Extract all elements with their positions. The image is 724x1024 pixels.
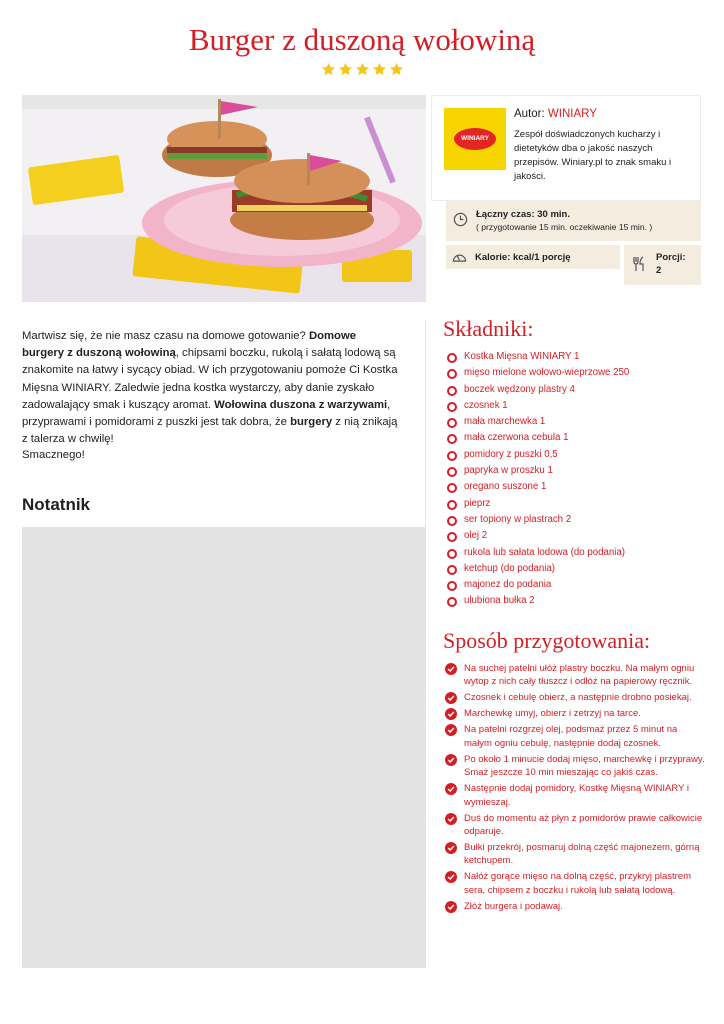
star-icon: [389, 62, 404, 77]
ingredient-text: majonez do podania: [464, 579, 552, 591]
ingredient-item: [447, 577, 629, 593]
ingredient-item: [447, 382, 629, 398]
step-text: Następnie dodaj pomidory, Kostkę Mięsną WINIARY i wymieszaj.: [464, 783, 689, 808]
step-text: Nałóż gorące mięso na dolną część, przykryj plastrem sera, chipsem z boczku i rukolą lub sałatą lodową.: [464, 871, 692, 896]
step-text: Czosnek i cebulę obierz, a następnie drobno posiekaj.: [464, 692, 692, 704]
bullet-icon: [447, 483, 457, 493]
ingredient-item: [447, 593, 629, 609]
ingredient-item: [447, 463, 629, 479]
method-step: [445, 723, 707, 750]
method-step: [445, 782, 707, 809]
recipe-photo: [22, 95, 426, 302]
ingredient-text: olej 2: [464, 530, 488, 542]
bullet-icon: [447, 516, 457, 526]
winiary-logo-text: WINIARY: [454, 128, 496, 150]
gauge-icon: [452, 250, 467, 263]
ingredient-text: mięso mielone wołowo-wieprzowe 250: [464, 367, 630, 379]
ingredients-title: Składniki:: [443, 316, 534, 341]
bullet-icon: [447, 418, 457, 428]
method-title: Sposób przygotowania:: [443, 628, 651, 653]
check-icon: [445, 754, 457, 766]
ingredient-text: oregano suszone 1: [464, 481, 547, 493]
recipe-description: Martwisz się, że nie masz czasu na domowe gotowanie? Domowe burgery z duszoną wołowiną, chipsami boczku, rukolą i sałatą lodową są znakomite na łatwy i sycący obiad. W ich przygotowaniu pomoże Ci Kostka Mięsna WINIARY. Zaledwie jedna kostka wystarczy, aby danie zyskało zadowalający smak i kuszący aromat. Wołowina duszona z warzywami, przyprawami i pomidorami z puszki jest tak dobra, że burgery z nią znikają z talerza w chwilę!: [22, 330, 398, 446]
ingredient-item: [447, 545, 629, 561]
star-icon: [321, 62, 336, 77]
check-icon: [445, 901, 457, 913]
ingredient-text: ser topiony w plastrach 2: [464, 513, 572, 525]
method-step: [445, 900, 707, 913]
step-text: Po około 1 minucie dodaj mięso, marchewkę i przyprawy. Smaż jeszcze 10 min mieszając co jakiś czas.: [464, 753, 705, 779]
method-step: [445, 691, 707, 704]
check-icon: [445, 842, 457, 854]
step-text: Na suchej patelni ułóż plastry boczku. Na małym ogniu wytop z nich cały tłuszcz i odłóż na papierowy ręcznik.: [464, 663, 695, 688]
ingredient-item: [447, 365, 629, 381]
star-icon: [372, 62, 387, 77]
author-name-link[interactable]: WINIARY: [547, 108, 597, 120]
winiary-logo: [444, 108, 506, 170]
servings-label: Porcji:: [656, 252, 686, 263]
check-icon: [445, 663, 457, 675]
ingredient-item: [447, 414, 629, 430]
step-text: Duś do momentu aż płyn z pomidorów prawie całkowicie odparuje.: [464, 812, 703, 838]
time-box: [446, 201, 701, 241]
ingredient-item: [447, 496, 629, 512]
bullet-icon: [447, 451, 457, 461]
ingredient-text: boczek wędzony plastry 4: [464, 383, 575, 395]
step-text: Bułki przekrój, posmaruj dolną część majonezem, górną ketchupem.: [464, 842, 700, 867]
method-step: [445, 753, 707, 780]
ingredient-item: [447, 561, 629, 577]
closing-text: Smacznego!: [22, 449, 85, 461]
ingredient-text: pomidory z puszki 0,5: [464, 448, 558, 460]
method-step: [445, 841, 707, 868]
check-icon: [445, 692, 457, 704]
bullet-icon: [447, 532, 457, 542]
ingredient-text: ulubiona bułka 2: [464, 595, 535, 607]
check-icon: [445, 724, 457, 736]
check-icon: [445, 783, 457, 795]
method-steps: [445, 662, 707, 916]
check-icon: [445, 871, 457, 883]
step-text: Na patelni rozgrzej olej, podsmaż przez 5 minut na małym ogniu cebulę, następnie dodaj czosnek.: [464, 724, 678, 749]
ingredient-item: [447, 447, 629, 463]
step-text: Marchewkę umyj, obierz i zetrzyj na tarce.: [464, 708, 641, 720]
calories-label: Kalorie: kcal/1 porcję: [475, 252, 571, 263]
method-step: [445, 812, 707, 839]
bullet-icon: [447, 369, 457, 379]
ingredient-item: [447, 349, 629, 365]
author-description: Zespół doświadczonych kucharzy i dietetyków dba o jakość naszych przepisów. Winiary.pl to znak smaku i jakości.: [514, 129, 672, 182]
bullet-icon: [447, 467, 457, 477]
check-icon: [445, 708, 457, 720]
bullet-icon: [447, 581, 457, 591]
bullet-icon: [447, 549, 457, 559]
rating-stars: [0, 62, 724, 82]
bullet-icon: [447, 386, 457, 396]
method-step: [445, 870, 707, 897]
ingredient-text: papryka w proszku 1: [464, 465, 553, 477]
method-step: [445, 707, 707, 720]
ingredient-text: mała czerwona cebula 1: [464, 432, 569, 444]
ingredient-text: rukola lub sałata lodowa (do podania): [464, 546, 626, 558]
ingredient-item: [447, 479, 629, 495]
servings-value: 2: [656, 265, 662, 276]
ingredient-item: [447, 528, 629, 544]
bullet-icon: [447, 565, 457, 575]
recipe-title: Burger z duszoną wołowiną: [188, 22, 536, 57]
step-text: Złóż burgera i podawaj.: [464, 900, 563, 912]
bullet-icon: [447, 402, 457, 412]
bullet-icon: [447, 500, 457, 510]
star-icon: [338, 62, 353, 77]
ingredient-text: mała marchewka 1: [464, 416, 546, 428]
author-line: [514, 108, 597, 120]
ingredient-text: pieprz: [464, 497, 491, 509]
bullet-icon: [447, 434, 457, 444]
method-step: [445, 662, 707, 689]
star-icon: [355, 62, 370, 77]
ingredients-list: [447, 349, 629, 610]
author-label: Autor:: [514, 108, 545, 120]
bullet-icon: [447, 353, 457, 363]
cutlery-icon: [633, 256, 645, 272]
bullet-icon: [447, 597, 457, 607]
ingredient-text: Kostka Mięsna WINIARY 1: [464, 351, 580, 362]
notes-title: Notatnik: [22, 495, 90, 514]
ingredient-item: [447, 430, 629, 446]
clock-icon: [453, 212, 468, 227]
ingredient-text: ketchup (do podania): [464, 562, 556, 574]
ingredient-item: [447, 398, 629, 414]
ingredient-item: [447, 512, 629, 528]
check-icon: [445, 813, 457, 825]
notes-area[interactable]: [22, 528, 426, 968]
time-detail: ( przygotowanie 15 min. oczekiwanie 15 min. ): [476, 222, 653, 232]
total-time: Łączny czas: 30 min.: [476, 209, 570, 220]
ingredient-text: czosnek 1: [464, 399, 508, 411]
